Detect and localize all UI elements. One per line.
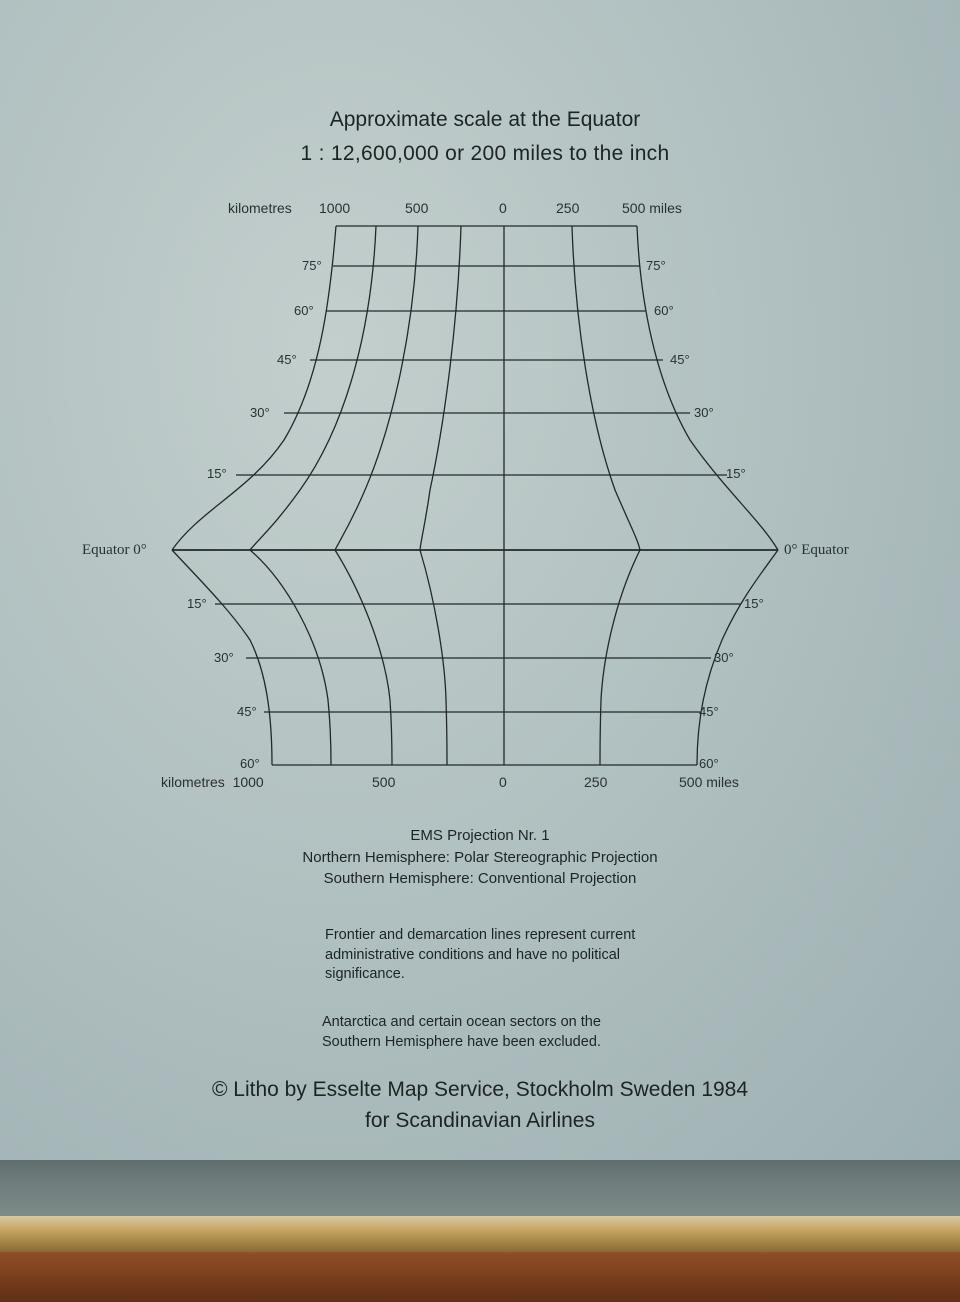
north-meridian-250km (420, 226, 461, 550)
printer-credit (0, 1074, 960, 1136)
credit-line-1: © Litho by Esselte Map Service, Stockholm Sweden 1984 (211, 1078, 749, 1101)
frame-wood (0, 1252, 960, 1302)
north-outline-left (172, 226, 336, 550)
scale-top-km-1000: 1000 (319, 200, 351, 216)
scale-bottom-zero: 0 (499, 774, 507, 790)
lat-label-s45-right: 45° (699, 704, 719, 719)
lat-label-n75-left: 75° (302, 258, 322, 273)
lat-label-s60-right: 60° (699, 756, 719, 771)
lat-label-n45-left: 45° (277, 352, 297, 367)
lat-label-n60-left: 60° (294, 303, 314, 318)
lat-label-n15-right: 15° (726, 466, 746, 481)
lat-label-n45-right: 45° (670, 352, 690, 367)
projection-name: EMS Projection Nr. 1 (410, 827, 550, 844)
frontier-disclaimer: Frontier and demarcation lines represent current administrative conditions and have no political significance. (325, 927, 636, 982)
scale-top-mi-250: 250 (556, 200, 580, 216)
projection-north: Northern Hemisphere: Polar Stereographic Projection (302, 848, 658, 866)
scale-top-mi-500: 500 miles (622, 200, 682, 216)
scale-bottom-km-1000: kilometres 1000 (161, 774, 264, 790)
scale-heading: Approximate scale at the Equator (329, 108, 641, 131)
lat-label-n30-right: 30° (694, 405, 714, 420)
lat-label-s15-right: 15° (744, 596, 764, 611)
scale-bottom-km-500: 500 (372, 774, 396, 790)
lat-label-n30-left: 30° (250, 405, 270, 420)
scale-bottom-mi-250: 250 (584, 774, 608, 790)
lat-label-s60-left: 60° (240, 756, 260, 771)
lat-label-s30-right: 30° (714, 650, 734, 665)
lat-label-s30-left: 30° (214, 650, 234, 665)
scale-top-km-500: 500 (405, 200, 429, 216)
north-outline-right (637, 226, 778, 550)
equator-label-right: 0° Equator (784, 542, 849, 558)
scale-top-km-unit: kilometres (228, 200, 292, 216)
equator-label-left: Equator 0° (82, 542, 147, 558)
antarctica-note: Antarctica and certain ocean sectors on the Southern Hemisphere have been excluded. (322, 1014, 601, 1050)
lat-label-n15-left: 15° (207, 466, 227, 481)
scale-bottom-mi-500: 500 miles (679, 774, 739, 790)
lat-label-s15-left: 15° (187, 596, 207, 611)
frame-mat (0, 1160, 960, 1216)
north-meridian-750km (250, 226, 376, 550)
frame-gilt-edge (0, 1216, 960, 1252)
north-meridian-500km (335, 226, 418, 550)
projection-info (0, 825, 960, 890)
north-meridian-250mi (572, 226, 640, 550)
lat-label-n60-right: 60° (654, 303, 674, 318)
scale-ratio: 1 : 12,600,000 or 200 miles to the inch (300, 142, 670, 165)
scale-top-zero: 0 (499, 200, 507, 216)
lat-label-s45-left: 45° (237, 704, 257, 719)
lat-label-n75-right: 75° (646, 258, 666, 273)
projection-south: Southern Hemisphere: Conventional Projection (323, 870, 637, 887)
credit-line-2: for Scandinavian Airlines (365, 1109, 595, 1132)
